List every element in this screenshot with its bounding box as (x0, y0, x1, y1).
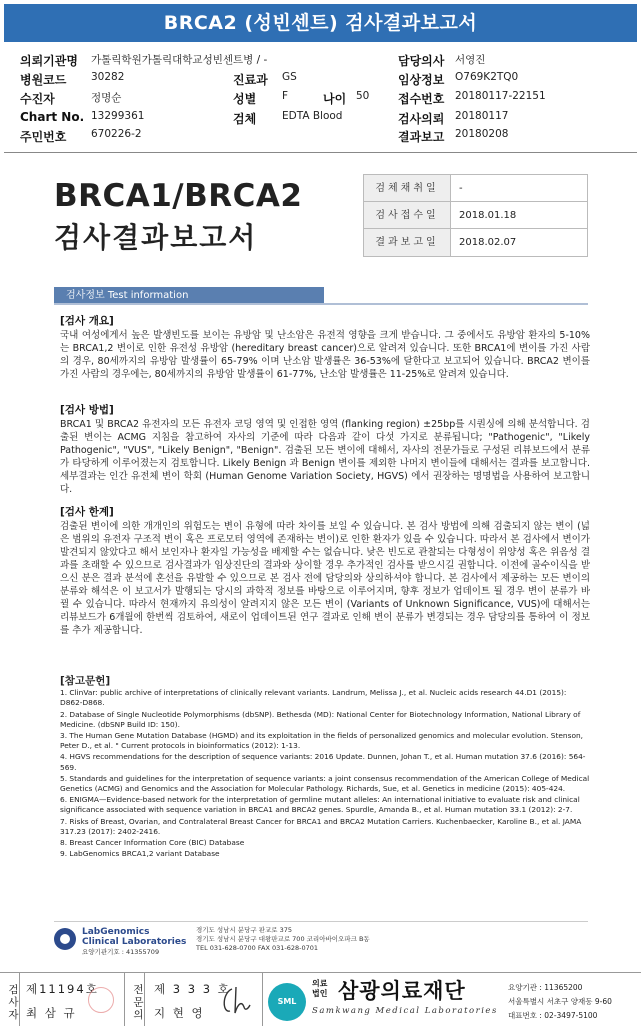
dept-value: GS (282, 71, 297, 83)
method-section (60, 404, 590, 496)
signoff-divider (262, 973, 263, 1026)
report-title: BRCA2 (성빈센트) 검사결과보고서 (4, 4, 637, 42)
doc-title-line1: BRCA1/BRCA2 (54, 178, 303, 214)
sml-name: 삼광의료재단 (338, 979, 466, 1003)
lab-addr1: 경기도 성남시 분당구 판교로 375 (196, 926, 293, 934)
sex-label: 성별 (233, 92, 257, 106)
header-row-4 (0, 110, 641, 127)
date-row-receipt (364, 202, 587, 229)
limitation-title: [검사 한계] (60, 506, 114, 518)
sml-prefix (312, 979, 327, 999)
date-value: 2018.02.07 (459, 237, 517, 248)
header-divider (4, 152, 637, 153)
hospital-code-value: 30282 (91, 71, 125, 83)
sml-prefix-line2: 법인 (312, 989, 328, 998)
sex-value: F (282, 90, 289, 102)
specimen-label: 검체 (233, 112, 257, 126)
rrn-label: 주민번호 (20, 130, 67, 144)
institution-value: 가톨릭학원가톨릭대학교성빈센트병 / - (91, 54, 268, 66)
lab-name-line2: Clinical Laboratories (82, 937, 187, 947)
doc-title-line2: 검사결과보고서 (54, 221, 258, 254)
lab-name-line1: LabGenomics (82, 927, 150, 937)
reference-item: 4. HGVS recommendations for the description of sequence variants: 2016 Update. Dunnen, Johan T., et al. Human mutation 37.6 (2016): 564-569. (60, 752, 586, 772)
chart-no-label: Chart No. (20, 110, 85, 124)
reference-item: 3. The Human Gene Mutation Database (HGMD) and its exploitation in the fields of personalized genomics and molecular evolution. Stenson, Peter D., et al. " Current protocols in bioinformatics (2012): 1-13. (60, 731, 584, 751)
sml-tel: 대표번호 : 02-3497-5100 (508, 1011, 598, 1020)
chart-no-value: 13299361 (91, 110, 145, 122)
overview-text: 국내 여성에게서 높은 발생빈도를 보이는 유방암 및 난소암은 유전적 영향을 크게 받습니다. 그 중에서도 유방암 환자의 5-10%는 BRCA1,2 변이로 인한 유전성 유방암 (hereditary breast cancer)으로 알려져 있습니다. 또한 BRCA1에 변이를 가진 사람의 경우, 80세까지의 유방암 발생률이 65-79% 이며 난소암 발생률은 36-53%에 달한다고 보고되어 있습니다. BRCA2 변이를 가진 사람의 경우에는, 80세까지의 유방암 발생률이 61-77%, 난소암 발생률은 11-25%로 알려져 있습니다. (60, 330, 590, 380)
references-section (60, 676, 590, 860)
inspector-label: 검사자 (0, 973, 20, 1026)
patient-label: 수진자 (20, 92, 55, 106)
clinical-info-label: 임상정보 (398, 73, 445, 87)
specialist-signature-icon (218, 983, 254, 1019)
specialist-label: 전문의 (125, 973, 145, 1026)
sml-contact (508, 981, 612, 1023)
specialist-name: 지 현 영 (154, 1006, 205, 1020)
sml-code: 요양기관 : 11365200 (508, 983, 583, 992)
receipt-no-value: 20180117-22151 (455, 90, 546, 102)
institution-label: 의뢰기관명 (20, 54, 78, 68)
reference-item: 6. ENIGMA—Evidence-based network for the interpretation of germline mutant alleles: An international initiative to evaluate risk and clinical significance associated with sequence variation in BRCA1 and BRCA2 genes. Spurdle, Amanda B., et al. Human mutation 33.1 (2012): 2-7. (60, 795, 580, 815)
method-text: BRCA1 및 BRCA2 유전자의 모든 유전자 코딩 영역 및 인접한 영역 (flanking region) ±25bp를 시퀀싱에 의해 분석합니다. 검출된 변이는 ACMG 지침을 참고하여 자사의 기준에 따라 다음과 같이 다섯 가지로 분류됩니다; "Pathogenic", "Likely Pathogenic", "VUS", "Likely Benign", "Benign". 검출된 모든 변이에 대해서, 자사의 전문가들로 구성된 리뷰보드에서 분류가 타당하게 이루어졌는지 검토합니다. Likely Benign 과 Benign 변이를 제외한 나머지 변이들에 대해서는 결과를 보고합니다. 세부결과는 인간 유전체 변이 학회 (Human Genome Variation Society, HGVS) 에서 권장하는 명명법을 사용하여 보고합니다. (60, 419, 590, 495)
overview-title: [검사 개요] (60, 315, 114, 327)
limitation-section (60, 506, 590, 637)
limitation-text: 검출된 변이에 의한 개개인의 위험도는 변이 유형에 따라 차이를 보일 수 있습니다. 본 검사 방법에 의해 검출되지 않는 변이 (넓은 범위의 유전자 구조적 변이 혹은 프로모터 영역에 존재하는 변이)로 인한 환자가 있을 수 있습니다. 따라서 본 검사에서 변이가 발견되지 않았다고 해서 보인자나 환자일 가능성을 배제할 수는 없습니다. 낮은 빈도로 관찰되는 다형성이 위양성 혹은 위음성 결과를 초래할 수 있으므로 검사결과가 임상진단의 결과와 상이할 경우 추가적인 검사를 받으시길 권합니다. 이전에 골수이식을 받으신 분은 결과 분석에 혼선을 유발할 수 있으므로 본 검사 전에 담당의와 상의하셔야 합니다. 본 검사에서 제공하는 모든 변이의 분류와 해석은 이 보고서가 발행되는 당시의 과학적 정보를 바탕으로 이루어지며, 향후 정보가 업데이트 될 경우 변이 분류가 바뀔 수 있습니다. 따라서 현재까지 유의성이 알려지지 않은 모든 변이 (Variants of Unknown Significance, VUS)에 대해서는 리뷰보드가 6개월에 한번씩 검토하여, 새로이 업데이트된 연구 결과로 인해 변이 분류가 변경되는 경우 담당의를 통하여 이 정보를 추가 제공합니다. (60, 521, 590, 636)
inspector-license: 제11194호 (26, 982, 99, 996)
sml-eng-name: Samkwang Medical Laboratories (312, 1006, 498, 1016)
lab-cert: 요양기관기호 : 41355709 (82, 948, 160, 956)
reference-item: 8. Breast Cancer Information Core (BIC) Database (60, 838, 245, 848)
sml-logo-icon: SML (268, 983, 306, 1021)
header-row-1 (0, 52, 641, 69)
age-label: 나이 (323, 92, 347, 106)
date-box (363, 174, 588, 257)
lab-footer (54, 921, 588, 969)
references-title: [참고문헌] (60, 675, 111, 687)
lab-tel: TEL 031-628-0700 FAX 031-628-0701 (196, 944, 319, 952)
rrn-value: 670226-2 (91, 128, 142, 140)
patient-value: 정명순 (91, 92, 122, 104)
reference-item: 1. ClinVar: public archive of interpretations of clinically relevant variants. Landrum, Melissa J., et al. Nucleic acids research 44.D1 (2015): D862-D868. (60, 688, 567, 708)
clinical-info-value: O769K2TQ0 (455, 71, 519, 83)
reference-item: 7. Risks of Breast, Ovarian, and Contralateral Breast Cancer for BRCA1 and BRCA2 Mutation Carriers. Kuchenbaecker, Karoline B., et al. JAMA 317.23 (2017): 2402-2416. (60, 816, 582, 836)
report-date-label: 결과보고 (398, 130, 445, 144)
overview-section (60, 315, 590, 381)
lab-address (196, 926, 370, 953)
method-title: [검사 방법] (60, 404, 114, 416)
references-list (60, 688, 590, 859)
date-value: 2018.01.18 (459, 210, 517, 221)
signoff-bar (0, 972, 641, 1026)
date-key: 결과보고일 (364, 229, 451, 256)
inspector-name: 최 삼 규 (26, 1006, 77, 1020)
dept-label: 진료과 (233, 73, 268, 87)
specialist-license: 제 3 3 3 호 (154, 982, 231, 996)
sml-addr: 서울특별시 서초구 양재동 9-60 (508, 997, 612, 1006)
inspector-seal-icon (88, 987, 114, 1013)
reference-item: 2. Database of Single Nucleotide Polymorphisms (dbSNP). Bethesda (MD): National Center for Biotechnology Information, National Library of Medicine. (dbSNP Build ID: 150). (60, 709, 581, 729)
doctor-value: 서영진 (455, 54, 486, 66)
date-key: 검체채취일 (364, 175, 451, 201)
hospital-code-label: 병원코드 (20, 73, 67, 87)
request-date-label: 검사의뢰 (398, 112, 445, 126)
date-key: 검사접수일 (364, 202, 451, 228)
test-info-tab: 검사정보 Test information (54, 287, 324, 304)
date-row-report (364, 229, 587, 256)
age-value: 50 (356, 90, 370, 102)
lab-addr2: 경기도 성남시 분당구 대왕판교로 700 코리아바이오파크 B동 (196, 935, 370, 943)
report-date-value: 20180208 (455, 128, 509, 140)
doctor-label: 담당의사 (398, 54, 445, 68)
lab-name (82, 927, 186, 957)
header-row-2 (0, 71, 641, 88)
date-row-collection (364, 175, 587, 202)
header-row-3 (0, 90, 641, 107)
receipt-no-label: 접수번호 (398, 92, 445, 106)
request-date-value: 20180117 (455, 110, 509, 122)
sml-prefix-line1: 의료 (312, 979, 328, 988)
reference-item: 9. LabGenomics BRCA1,2 variant Database (60, 849, 220, 859)
specimen-value: EDTA Blood (282, 110, 343, 122)
date-value: - (459, 183, 463, 194)
labgenomics-logo-icon (54, 928, 76, 950)
reference-item: 5. Standards and guidelines for the interpretation of sequence variants: a joint consensus recommendation of the American College of Medical Genetics (ACMG) and Genomics and the Association for Molecular Pathology. Richards, Sue, et al. Genetics in medicine (2015): 405-424. (60, 773, 590, 794)
tab-underline (54, 303, 588, 305)
header-row-5 (0, 128, 641, 145)
